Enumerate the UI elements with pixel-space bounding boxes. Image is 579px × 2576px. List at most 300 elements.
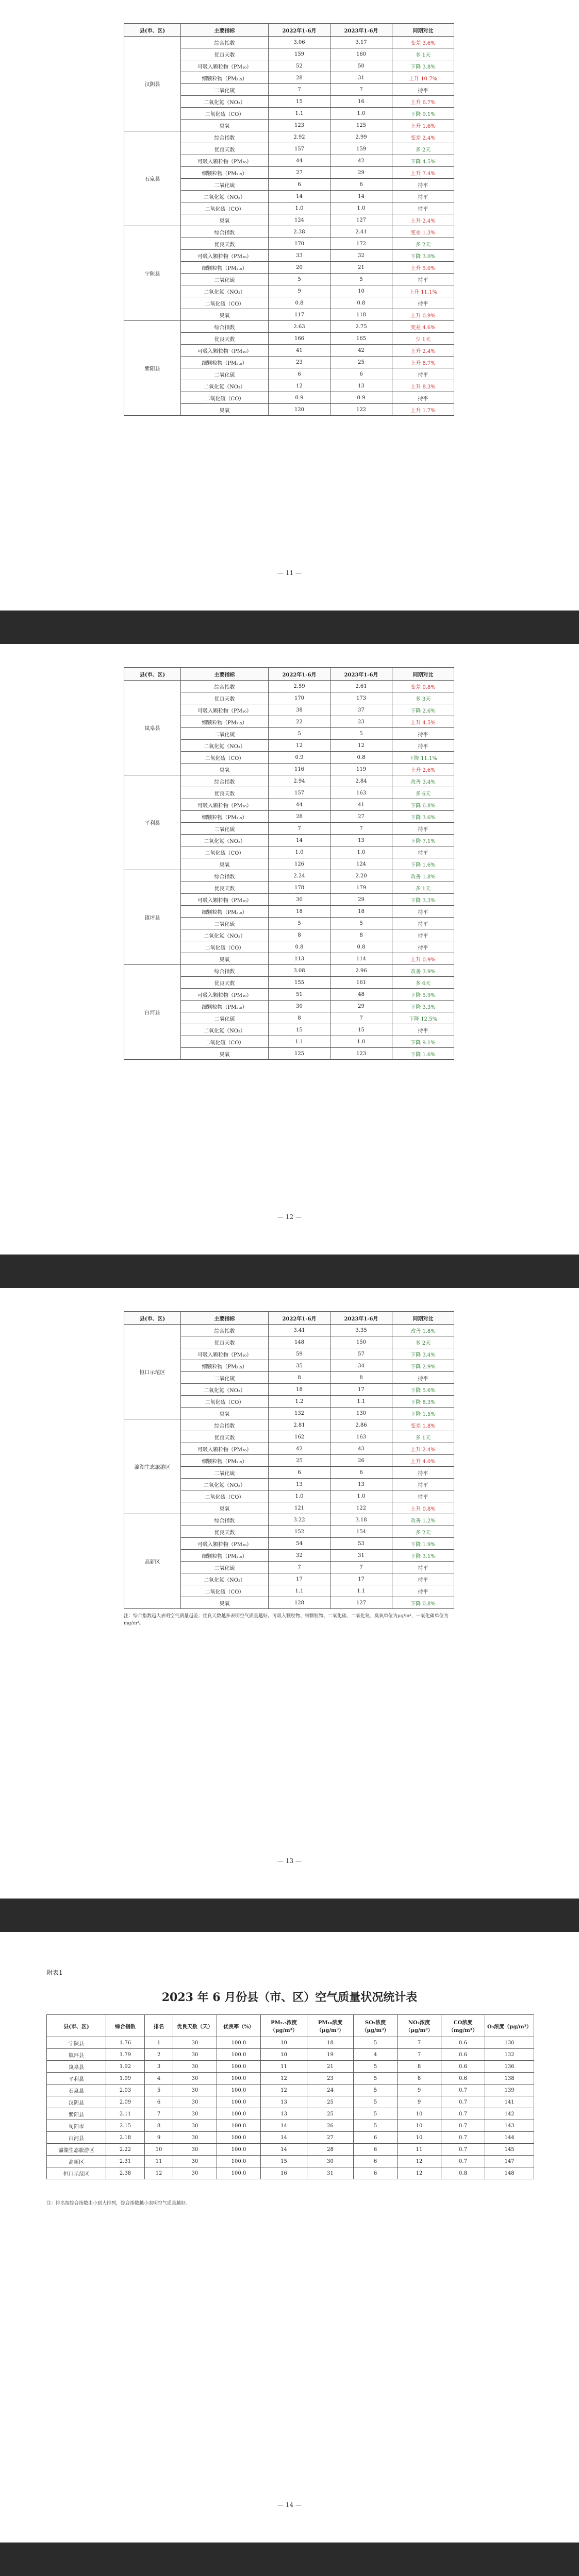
value-2023-cell: 1.0 xyxy=(330,108,392,120)
table-cell: 旬阳市 xyxy=(47,2120,106,2132)
value-2022-cell: 113 xyxy=(269,953,330,965)
page-number: — 11 — xyxy=(277,569,302,577)
indicator-cell: 二氧化硫（CO） xyxy=(181,1396,269,1408)
value-2023-cell: 27 xyxy=(330,811,392,823)
indicator-cell: 二氧化硫 xyxy=(181,1467,269,1479)
table-row xyxy=(47,2108,534,2120)
value-2022-cell: 22 xyxy=(269,716,330,728)
value-2022-cell: 148 xyxy=(269,1336,330,1348)
value-2022-cell: 28 xyxy=(269,811,330,823)
indicator-cell: 臭氧 xyxy=(181,404,269,416)
compare-cell: 下降 7.1% xyxy=(392,835,454,846)
value-2023-cell: 21 xyxy=(330,262,392,274)
indicator-cell: 优良天数 xyxy=(181,1526,269,1538)
value-2022-cell: 121 xyxy=(269,1502,330,1514)
indicator-cell: 细颗粒物（PM₂.₅） xyxy=(181,167,269,179)
table-cell: 5 xyxy=(354,2073,398,2084)
table-cell: 30 xyxy=(173,2049,217,2061)
value-2023-cell: 150 xyxy=(330,1336,392,1348)
indicator-cell: 臭氧 xyxy=(181,953,269,965)
value-2022-cell: 2.63 xyxy=(269,321,330,333)
compare-cell: 上升 4.5% xyxy=(392,716,454,728)
table-cell: 2.38 xyxy=(106,2167,145,2179)
column-header: 排名 xyxy=(145,2015,173,2037)
value-2022-cell: 8 xyxy=(269,929,330,941)
value-2023-cell: 0.8 xyxy=(330,941,392,953)
value-2022-cell: 124 xyxy=(269,214,330,226)
indicator-cell: 二氧化硫（CO） xyxy=(181,297,269,309)
compare-cell: 多 2天 xyxy=(392,143,454,155)
table-cell: 10 xyxy=(398,2120,441,2132)
indicator-cell: 二氧化硫 xyxy=(181,918,269,929)
compare-cell: 变差 1.8% xyxy=(392,1419,454,1431)
value-2023-cell: 2.20 xyxy=(330,870,392,882)
table-row xyxy=(47,2061,534,2073)
table-cell: 11 xyxy=(261,2061,307,2073)
page-14 xyxy=(0,1932,579,2543)
value-2023-cell: 10 xyxy=(330,285,392,297)
indicator-cell: 二氧化硫 xyxy=(181,274,269,285)
compare-cell: 变差 4.6% xyxy=(392,321,454,333)
compare-cell: 变差 1.3% xyxy=(392,226,454,238)
table-cell: 3 xyxy=(145,2061,173,2073)
compare-cell: 下降 5.6% xyxy=(392,1384,454,1396)
table-row xyxy=(47,2084,534,2096)
compare-cell: 多 1天 xyxy=(392,882,454,894)
table-cell: 0.6 xyxy=(441,2061,485,2073)
value-2023-cell: 26 xyxy=(330,1455,392,1467)
indicator-cell: 优良天数 xyxy=(181,333,269,345)
value-2023-cell: 48 xyxy=(330,989,392,1001)
indicator-cell: 二氧化氮（NO₂） xyxy=(181,285,269,297)
table-cell: 2.03 xyxy=(106,2084,145,2096)
value-2023-cell: 114 xyxy=(330,953,392,965)
table-cell: 100.0 xyxy=(217,2108,261,2120)
value-2022-cell: 1.0 xyxy=(269,202,330,214)
value-2023-cell: 43 xyxy=(330,1443,392,1455)
value-2023-cell: 7 xyxy=(330,823,392,835)
indicator-cell: 二氧化硫 xyxy=(181,823,269,835)
compare-cell: 上升 6.7% xyxy=(392,96,454,108)
value-2022-cell: 0.9 xyxy=(269,392,330,404)
indicator-cell: 优良天数 xyxy=(181,1431,269,1443)
compare-cell: 下降 3.1% xyxy=(392,1550,454,1562)
column-header: 综合指数 xyxy=(106,2015,145,2037)
value-2022-cell: 3.22 xyxy=(269,1514,330,1526)
column-header: PM₁₀浓度（μg/m³） xyxy=(307,2015,354,2037)
indicator-cell: 臭氧 xyxy=(181,120,269,131)
county-name-cell: 石泉县 xyxy=(124,131,181,226)
compare-cell: 上升 8.3% xyxy=(392,380,454,392)
compare-cell: 多 1天 xyxy=(392,1431,454,1443)
compare-cell: 下降 1.6% xyxy=(392,1048,454,1060)
compare-cell: 改善 3.9% xyxy=(392,965,454,977)
value-2023-cell: 13 xyxy=(330,1479,392,1490)
indicator-cell: 二氧化硫 xyxy=(181,1372,269,1384)
indicator-cell: 臭氧 xyxy=(181,214,269,226)
indicator-cell: 臭氧 xyxy=(181,1048,269,1060)
value-2023-cell: 0.8 xyxy=(330,297,392,309)
table-cell: 136 xyxy=(485,2061,534,2073)
table-cell: 14 xyxy=(261,2120,307,2132)
value-2022-cell: 157 xyxy=(269,787,330,799)
table-row xyxy=(124,321,454,333)
appendix-title: 2023 年 6 月份县（市、区）空气质量状况统计表 xyxy=(161,1991,418,2004)
value-2023-cell: 53 xyxy=(330,1538,392,1550)
indicator-cell: 可吸入颗粒物（PM₁₀） xyxy=(181,60,269,72)
column-header: 优良天数（天） xyxy=(173,2015,217,2037)
value-2023-cell: 1.0 xyxy=(330,1036,392,1048)
county-name-cell: 紫阳县 xyxy=(124,321,181,416)
value-2023-cell: 6 xyxy=(330,368,392,380)
value-2023-cell: 127 xyxy=(330,1597,392,1609)
compare-cell: 持平 xyxy=(392,297,454,309)
value-2022-cell: 54 xyxy=(269,1538,330,1550)
table-row xyxy=(47,2096,534,2108)
table-cell: 30 xyxy=(307,2156,354,2167)
table-cell: 142 xyxy=(485,2108,534,2120)
header-county: 县(市、区) xyxy=(124,668,181,681)
indicator-cell: 细颗粒物（PM₂.₅） xyxy=(181,1455,269,1467)
indicator-cell: 细颗粒物（PM₂.₅） xyxy=(181,1550,269,1562)
value-2022-cell: 1.0 xyxy=(269,846,330,858)
header-compare: 同期对比 xyxy=(392,1312,454,1325)
compare-cell: 变差 3.6% xyxy=(392,37,454,48)
compare-cell: 下降 1.6% xyxy=(392,858,454,870)
compare-cell: 持平 xyxy=(392,274,454,285)
table-cell: 2.15 xyxy=(106,2120,145,2132)
table-header-row xyxy=(124,1312,454,1325)
value-2023-cell: 125 xyxy=(330,120,392,131)
indicator-cell: 细颗粒物（PM₂.₅） xyxy=(181,72,269,84)
table-cell: 9 xyxy=(145,2132,173,2144)
value-2022-cell: 123 xyxy=(269,120,330,131)
table-row xyxy=(47,2167,534,2179)
compare-cell: 下降 8.3% xyxy=(392,1396,454,1408)
indicator-cell: 综合指数 xyxy=(181,681,269,692)
table-cell: 100.0 xyxy=(217,2144,261,2156)
table-cell: 4 xyxy=(145,2073,173,2084)
table-cell: 1.92 xyxy=(106,2061,145,2073)
county-name-cell: 白河县 xyxy=(124,965,181,1060)
value-2022-cell: 6 xyxy=(269,179,330,191)
value-2022-cell: 8 xyxy=(269,1372,330,1384)
page-gap xyxy=(0,2543,579,2576)
header-county: 县(市、区) xyxy=(124,24,181,37)
compare-cell: 下降 2.6% xyxy=(392,704,454,716)
value-2023-cell: 29 xyxy=(330,167,392,179)
indicator-cell: 优良天数 xyxy=(181,692,269,704)
value-2022-cell: 18 xyxy=(269,1384,330,1396)
indicator-cell: 二氧化硫（CO） xyxy=(181,392,269,404)
compare-cell: 上升 8.7% xyxy=(392,357,454,368)
county-name-cell: 瀛湖生态旅游区 xyxy=(124,1419,181,1514)
value-2023-cell: 6 xyxy=(330,179,392,191)
compare-cell: 持平 xyxy=(392,84,454,96)
indicator-cell: 细颗粒物（PM₂.₅） xyxy=(181,262,269,274)
indicator-cell: 可吸入颗粒物（PM₁₀） xyxy=(181,989,269,1001)
value-2022-cell: 7 xyxy=(269,823,330,835)
value-2023-cell: 122 xyxy=(330,1502,392,1514)
indicator-cell: 二氧化硫（CO） xyxy=(181,846,269,858)
value-2023-cell: 31 xyxy=(330,72,392,84)
value-2023-cell: 3.18 xyxy=(330,1514,392,1526)
county-name-cell: 宁陕县 xyxy=(124,226,181,321)
indicator-cell: 综合指数 xyxy=(181,965,269,977)
table-cell: 2.31 xyxy=(106,2156,145,2167)
county-comparison-table xyxy=(124,667,454,1060)
table-cell: 30 xyxy=(173,2167,217,2179)
column-header: NO₂浓度（μg/m³） xyxy=(398,2015,441,2037)
value-2022-cell: 0.9 xyxy=(269,752,330,764)
table-row xyxy=(124,965,454,977)
value-2022-cell: 12 xyxy=(269,380,330,392)
compare-cell: 上升 1.6% xyxy=(392,120,454,131)
table-cell: 30 xyxy=(173,2144,217,2156)
table-cell: 0.7 xyxy=(441,2096,485,2108)
value-2022-cell: 15 xyxy=(269,96,330,108)
indicator-cell: 优良天数 xyxy=(181,1336,269,1348)
table-cell: 100.0 xyxy=(217,2084,261,2096)
table-cell: 0.7 xyxy=(441,2144,485,2156)
value-2022-cell: 35 xyxy=(269,1360,330,1372)
compare-cell: 持平 xyxy=(392,1562,454,1573)
value-2023-cell: 163 xyxy=(330,1431,392,1443)
table-row xyxy=(124,870,454,882)
compare-cell: 下降 3.8% xyxy=(392,60,454,72)
value-2022-cell: 1.1 xyxy=(269,1585,330,1597)
compare-cell: 改善 1.8% xyxy=(392,1325,454,1336)
monthly-stats-table xyxy=(46,2014,534,2179)
compare-cell: 持平 xyxy=(392,728,454,740)
table-cell: 4 xyxy=(354,2049,398,2061)
table-cell: 白河县 xyxy=(47,2132,106,2144)
compare-cell: 下降 3.3% xyxy=(392,894,454,906)
compare-cell: 下降 2.9% xyxy=(392,1360,454,1372)
compare-cell: 持平 xyxy=(392,179,454,191)
compare-cell: 下降 6.8% xyxy=(392,799,454,811)
indicator-cell: 优良天数 xyxy=(181,238,269,250)
compare-cell: 下降 3.0% xyxy=(392,250,454,262)
table-cell: 23 xyxy=(307,2073,354,2084)
table-cell: 10 xyxy=(398,2108,441,2120)
indicator-cell: 细颗粒物（PM₂.₅） xyxy=(181,1360,269,1372)
page-gap xyxy=(0,1255,579,1288)
table-cell: 1.99 xyxy=(106,2073,145,2084)
compare-cell: 改善 3.4% xyxy=(392,775,454,787)
compare-cell: 持平 xyxy=(392,941,454,953)
value-2022-cell: 2.24 xyxy=(269,870,330,882)
value-2023-cell: 32 xyxy=(330,250,392,262)
compare-cell: 多 6天 xyxy=(392,977,454,989)
table-cell: 27 xyxy=(307,2132,354,2144)
value-2023-cell: 1.0 xyxy=(330,202,392,214)
compare-cell: 改善 1.8% xyxy=(392,870,454,882)
table-row xyxy=(124,1419,454,1431)
table-cell: 0.6 xyxy=(441,2049,485,2061)
table-cell: 2.09 xyxy=(106,2096,145,2108)
table-cell: 10 xyxy=(261,2049,307,2061)
table-cell: 28 xyxy=(307,2144,354,2156)
table-cell: 瀛湖生态旅游区 xyxy=(47,2144,106,2156)
county-comparison-table xyxy=(124,1311,454,1609)
table-cell: 100.0 xyxy=(217,2120,261,2132)
table-cell: 2.22 xyxy=(106,2144,145,2156)
compare-cell: 持平 xyxy=(392,918,454,929)
value-2022-cell: 30 xyxy=(269,894,330,906)
compare-cell: 多 2天 xyxy=(392,238,454,250)
compare-cell: 下降 5.9% xyxy=(392,989,454,1001)
table-cell: 30 xyxy=(173,2120,217,2132)
value-2022-cell: 2.92 xyxy=(269,131,330,143)
table-cell: 30 xyxy=(173,2096,217,2108)
indicator-cell: 优良天数 xyxy=(181,882,269,894)
table-cell: 12 xyxy=(261,2084,307,2096)
value-2022-cell: 166 xyxy=(269,333,330,345)
value-2022-cell: 32 xyxy=(269,1550,330,1562)
value-2022-cell: 7 xyxy=(269,84,330,96)
compare-cell: 上升 0.9% xyxy=(392,309,454,321)
page-gap xyxy=(0,1899,579,1932)
table-cell: 12 xyxy=(145,2167,173,2179)
value-2022-cell: 5 xyxy=(269,274,330,285)
indicator-cell: 臭氧 xyxy=(181,1597,269,1609)
value-2023-cell: 57 xyxy=(330,1348,392,1360)
value-2023-cell: 123 xyxy=(330,1048,392,1060)
value-2023-cell: 2.86 xyxy=(330,1419,392,1431)
header-indicator: 主要指标 xyxy=(181,24,269,37)
table-cell: 26 xyxy=(307,2120,354,2132)
value-2023-cell: 5 xyxy=(330,918,392,929)
value-2023-cell: 29 xyxy=(330,894,392,906)
value-2023-cell: 7 xyxy=(330,84,392,96)
value-2023-cell: 2.61 xyxy=(330,681,392,692)
table-cell: 100.0 xyxy=(217,2037,261,2049)
table-cell: 宁陕县 xyxy=(47,2037,106,2049)
compare-cell: 持平 xyxy=(392,1573,454,1585)
table-row xyxy=(47,2073,534,2084)
page-gap xyxy=(0,611,579,644)
indicator-cell: 可吸入颗粒物（PM₁₀） xyxy=(181,250,269,262)
compare-cell: 持平 xyxy=(392,1479,454,1490)
value-2022-cell: 162 xyxy=(269,1431,330,1443)
table-header-row xyxy=(124,668,454,681)
indicator-cell: 综合指数 xyxy=(181,226,269,238)
indicator-cell: 二氧化硫（CO） xyxy=(181,1036,269,1048)
table-cell: 9 xyxy=(398,2084,441,2096)
table-cell: 25 xyxy=(307,2108,354,2120)
value-2022-cell: 14 xyxy=(269,191,330,202)
table-cell: 30 xyxy=(173,2084,217,2096)
value-2022-cell: 18 xyxy=(269,906,330,918)
table-cell: 5 xyxy=(354,2084,398,2096)
value-2023-cell: 6 xyxy=(330,1467,392,1479)
value-2023-cell: 2.75 xyxy=(330,321,392,333)
value-2023-cell: 29 xyxy=(330,1001,392,1012)
value-2023-cell: 16 xyxy=(330,96,392,108)
indicator-cell: 臭氧 xyxy=(181,764,269,775)
value-2023-cell: 41 xyxy=(330,799,392,811)
compare-cell: 上升 1.7% xyxy=(392,404,454,416)
value-2022-cell: 2.38 xyxy=(269,226,330,238)
column-header: CO浓度（mg/m³） xyxy=(441,2015,485,2037)
compare-cell: 持平 xyxy=(392,191,454,202)
county-comparison-table xyxy=(124,23,454,416)
table-cell: 18 xyxy=(307,2037,354,2049)
value-2023-cell: 172 xyxy=(330,238,392,250)
table-cell: 19 xyxy=(307,2049,354,2061)
header-2022: 2022年1-6月 xyxy=(269,24,330,37)
value-2022-cell: 5 xyxy=(269,728,330,740)
column-header: SO₂浓度（μg/m³） xyxy=(354,2015,398,2037)
value-2022-cell: 126 xyxy=(269,858,330,870)
value-2022-cell: 3.08 xyxy=(269,965,330,977)
indicator-cell: 二氧化硫 xyxy=(181,1562,269,1573)
compare-cell: 上升 7.4% xyxy=(392,167,454,179)
header-compare: 同期对比 xyxy=(392,668,454,681)
value-2023-cell: 130 xyxy=(330,1408,392,1419)
value-2022-cell: 5 xyxy=(269,918,330,929)
page-13 xyxy=(0,1288,579,1899)
table-cell: 8 xyxy=(398,2061,441,2073)
indicator-cell: 二氧化氮（NO₂） xyxy=(181,1024,269,1036)
table-cell: 5 xyxy=(354,2120,398,2132)
indicator-cell: 综合指数 xyxy=(181,775,269,787)
indicator-cell: 优良天数 xyxy=(181,977,269,989)
table-cell: 0.8 xyxy=(441,2167,485,2179)
table-cell: 石泉县 xyxy=(47,2084,106,2096)
table-cell: 15 xyxy=(261,2156,307,2167)
compare-cell: 多 3天 xyxy=(392,692,454,704)
value-2022-cell: 59 xyxy=(269,1348,330,1360)
table-cell: 8 xyxy=(398,2073,441,2084)
header-indicator: 主要指标 xyxy=(181,668,269,681)
table-cell: 130 xyxy=(485,2037,534,2049)
table-cell: 138 xyxy=(485,2073,534,2084)
value-2023-cell: 163 xyxy=(330,787,392,799)
value-2023-cell: 118 xyxy=(330,309,392,321)
table-row xyxy=(124,37,454,48)
table-cell: 2 xyxy=(145,2049,173,2061)
compare-cell: 持平 xyxy=(392,1585,454,1597)
compare-cell: 多 2天 xyxy=(392,1336,454,1348)
table-cell: 9 xyxy=(398,2096,441,2108)
column-header: O₃浓度（μg/m³） xyxy=(485,2015,534,2037)
value-2022-cell: 44 xyxy=(269,155,330,167)
table-cell: 11 xyxy=(398,2144,441,2156)
compare-cell: 上升 10.7% xyxy=(392,72,454,84)
value-2022-cell: 178 xyxy=(269,882,330,894)
value-2022-cell: 41 xyxy=(269,345,330,357)
indicator-cell: 可吸入颗粒物（PM₁₀） xyxy=(181,894,269,906)
value-2022-cell: 23 xyxy=(269,357,330,368)
value-2023-cell: 8 xyxy=(330,929,392,941)
value-2023-cell: 154 xyxy=(330,1526,392,1538)
table-cell: 6 xyxy=(354,2167,398,2179)
value-2022-cell: 30 xyxy=(269,1001,330,1012)
table-row xyxy=(124,131,454,143)
value-2023-cell: 42 xyxy=(330,345,392,357)
indicator-cell: 可吸入颗粒物（PM₁₀） xyxy=(181,799,269,811)
value-2022-cell: 2.59 xyxy=(269,681,330,692)
indicator-cell: 二氧化硫 xyxy=(181,368,269,380)
value-2023-cell: 23 xyxy=(330,716,392,728)
indicator-cell: 臭氧 xyxy=(181,1502,269,1514)
compare-cell: 上升 2.6% xyxy=(392,764,454,775)
page-number: — 13 — xyxy=(277,1857,302,1865)
header-compare: 同期对比 xyxy=(392,24,454,37)
table-cell: 30 xyxy=(173,2156,217,2167)
